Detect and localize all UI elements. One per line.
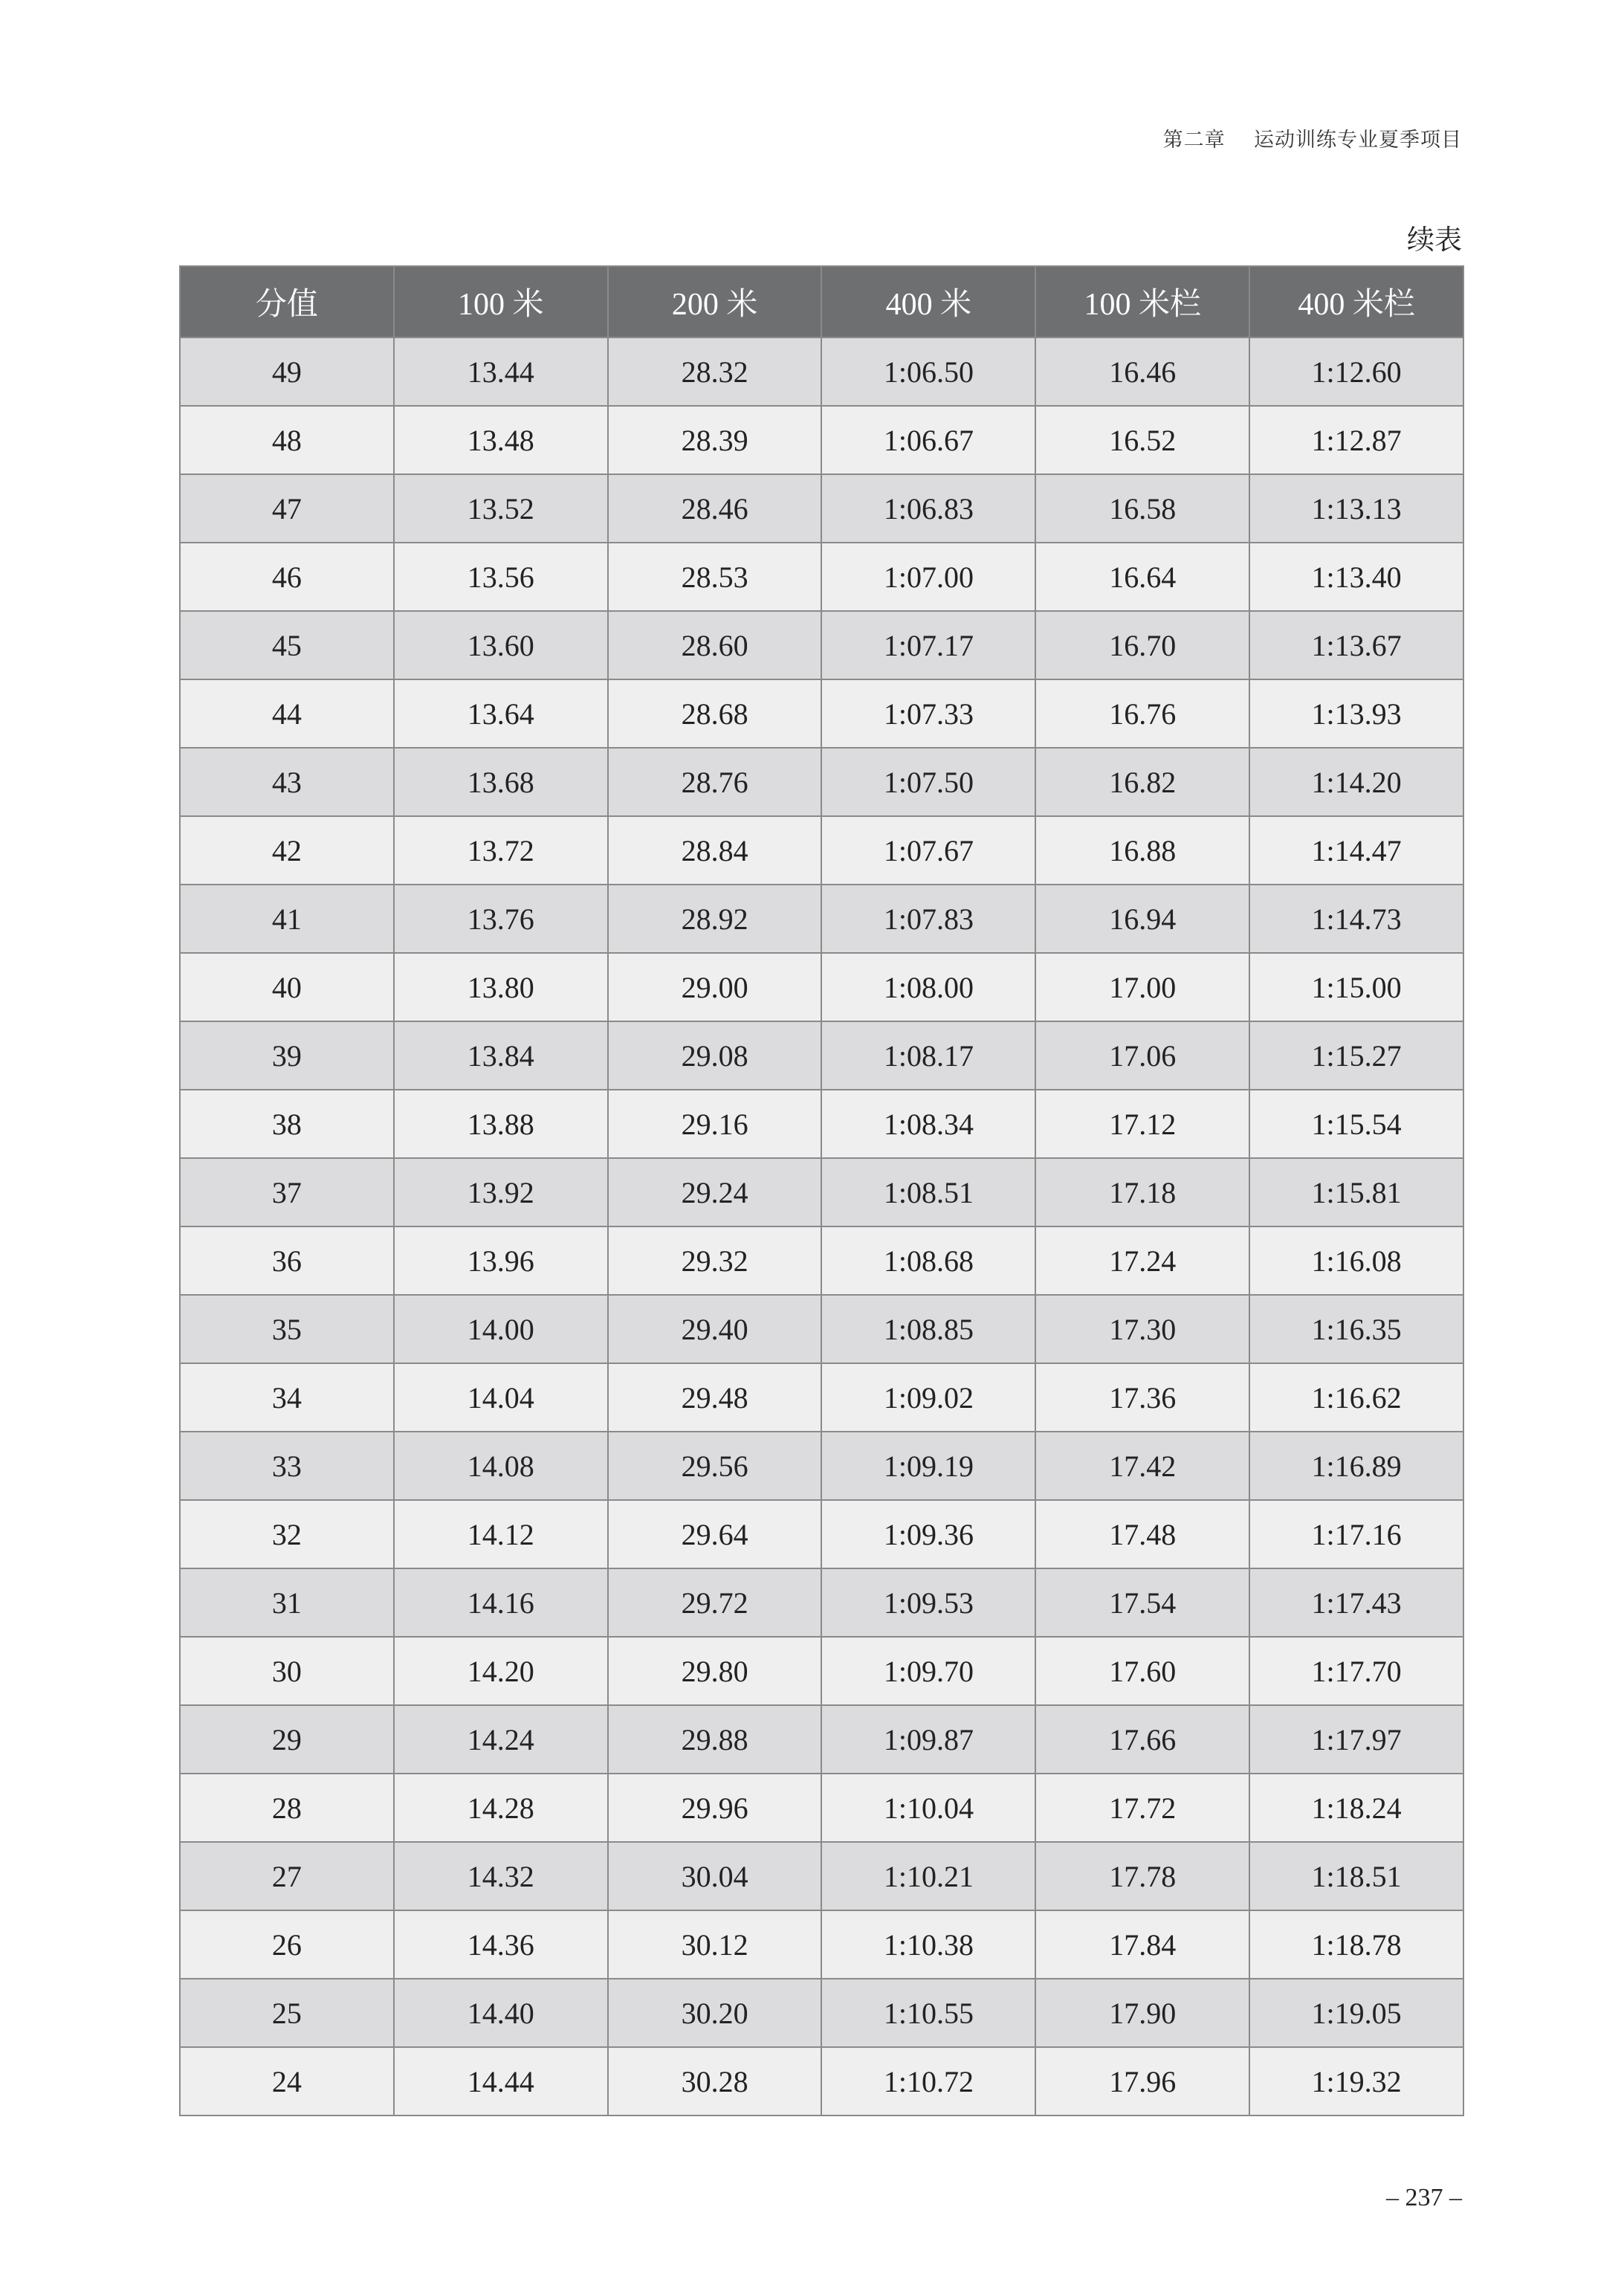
time-100m-cell: 13.68 xyxy=(394,748,608,816)
time-400m-hurdles-cell: 1:14.20 xyxy=(1249,748,1463,816)
time-100m-cell: 14.24 xyxy=(394,1705,608,1774)
time-100m-hurdles-cell: 17.54 xyxy=(1035,1568,1249,1637)
table-row xyxy=(180,885,1463,953)
time-400m-cell: 1:09.36 xyxy=(821,1500,1035,1568)
column-header-100m-hurdles: 100 米栏 xyxy=(1035,266,1249,337)
time-100m-cell: 14.00 xyxy=(394,1295,608,1363)
header-row xyxy=(180,266,1463,337)
table-row xyxy=(180,1705,1463,1774)
time-200m-cell: 29.40 xyxy=(608,1295,822,1363)
time-400m-hurdles-cell: 1:19.32 xyxy=(1249,2047,1463,2115)
time-100m-cell: 14.20 xyxy=(394,1637,608,1705)
time-400m-cell: 1:09.53 xyxy=(821,1568,1035,1637)
time-200m-cell: 28.53 xyxy=(608,543,822,611)
score-cell: 30 xyxy=(180,1637,394,1705)
time-100m-hurdles-cell: 17.72 xyxy=(1035,1774,1249,1842)
time-100m-cell: 14.08 xyxy=(394,1432,608,1500)
score-cell: 28 xyxy=(180,1774,394,1842)
time-400m-hurdles-cell: 1:15.81 xyxy=(1249,1158,1463,1226)
table-row xyxy=(180,953,1463,1021)
time-400m-hurdles-cell: 1:12.87 xyxy=(1249,406,1463,474)
time-100m-hurdles-cell: 16.88 xyxy=(1035,816,1249,885)
table-row xyxy=(180,406,1463,474)
time-400m-cell: 1:10.38 xyxy=(821,1910,1035,1979)
table-row xyxy=(180,611,1463,679)
time-100m-cell: 14.12 xyxy=(394,1500,608,1568)
score-cell: 45 xyxy=(180,611,394,679)
time-400m-hurdles-cell: 1:13.93 xyxy=(1249,679,1463,748)
time-400m-hurdles-cell: 1:18.78 xyxy=(1249,1910,1463,1979)
time-200m-cell: 30.04 xyxy=(608,1842,822,1910)
time-400m-cell: 1:10.04 xyxy=(821,1774,1035,1842)
time-100m-hurdles-cell: 17.78 xyxy=(1035,1842,1249,1910)
time-400m-cell: 1:08.00 xyxy=(821,953,1035,1021)
time-400m-cell: 1:08.68 xyxy=(821,1226,1035,1295)
table-row xyxy=(180,1226,1463,1295)
time-100m-hurdles-cell: 17.12 xyxy=(1035,1090,1249,1158)
score-cell: 33 xyxy=(180,1432,394,1500)
time-400m-cell: 1:07.83 xyxy=(821,885,1035,953)
time-400m-cell: 1:07.33 xyxy=(821,679,1035,748)
time-400m-hurdles-cell: 1:17.16 xyxy=(1249,1500,1463,1568)
time-200m-cell: 29.72 xyxy=(608,1568,822,1637)
table-row xyxy=(180,543,1463,611)
time-100m-cell: 14.44 xyxy=(394,2047,608,2115)
column-header-score: 分值 xyxy=(180,266,394,337)
time-200m-cell: 29.16 xyxy=(608,1090,822,1158)
time-100m-hurdles-cell: 16.94 xyxy=(1035,885,1249,953)
time-200m-cell: 28.68 xyxy=(608,679,822,748)
time-100m-hurdles-cell: 16.46 xyxy=(1035,337,1249,406)
time-400m-cell: 1:07.17 xyxy=(821,611,1035,679)
time-200m-cell: 30.12 xyxy=(608,1910,822,1979)
time-400m-hurdles-cell: 1:19.05 xyxy=(1249,1979,1463,2047)
score-cell: 42 xyxy=(180,816,394,885)
table-row xyxy=(180,1910,1463,1979)
time-200m-cell: 28.92 xyxy=(608,885,822,953)
time-100m-cell: 13.56 xyxy=(394,543,608,611)
time-100m-hurdles-cell: 17.30 xyxy=(1035,1295,1249,1363)
time-400m-hurdles-cell: 1:16.35 xyxy=(1249,1295,1463,1363)
score-cell: 26 xyxy=(180,1910,394,1979)
score-cell: 38 xyxy=(180,1090,394,1158)
score-cell: 49 xyxy=(180,337,394,406)
time-100m-hurdles-cell: 16.58 xyxy=(1035,474,1249,543)
score-cell: 24 xyxy=(180,2047,394,2115)
score-cell: 48 xyxy=(180,406,394,474)
time-200m-cell: 30.28 xyxy=(608,2047,822,2115)
time-100m-hurdles-cell: 17.48 xyxy=(1035,1500,1249,1568)
time-200m-cell: 28.39 xyxy=(608,406,822,474)
time-100m-hurdles-cell: 17.00 xyxy=(1035,953,1249,1021)
score-cell: 46 xyxy=(180,543,394,611)
score-cell: 35 xyxy=(180,1295,394,1363)
time-400m-cell: 1:07.50 xyxy=(821,748,1035,816)
time-400m-cell: 1:07.67 xyxy=(821,816,1035,885)
table-row xyxy=(180,1158,1463,1226)
table-row xyxy=(180,1842,1463,1910)
time-100m-cell: 14.36 xyxy=(394,1910,608,1979)
time-400m-hurdles-cell: 1:16.89 xyxy=(1249,1432,1463,1500)
time-400m-cell: 1:10.55 xyxy=(821,1979,1035,2047)
score-cell: 41 xyxy=(180,885,394,953)
time-200m-cell: 29.56 xyxy=(608,1432,822,1500)
time-400m-hurdles-cell: 1:17.97 xyxy=(1249,1705,1463,1774)
time-200m-cell: 29.32 xyxy=(608,1226,822,1295)
time-400m-cell: 1:10.21 xyxy=(821,1842,1035,1910)
score-cell: 25 xyxy=(180,1979,394,2047)
score-table xyxy=(179,265,1464,2116)
table-row xyxy=(180,1021,1463,1090)
time-400m-hurdles-cell: 1:13.67 xyxy=(1249,611,1463,679)
time-200m-cell: 29.88 xyxy=(608,1705,822,1774)
time-200m-cell: 28.46 xyxy=(608,474,822,543)
time-400m-hurdles-cell: 1:15.27 xyxy=(1249,1021,1463,1090)
time-400m-hurdles-cell: 1:14.73 xyxy=(1249,885,1463,953)
column-header-400m-hurdles: 400 米栏 xyxy=(1249,266,1463,337)
table-row xyxy=(180,337,1463,406)
time-400m-hurdles-cell: 1:16.62 xyxy=(1249,1363,1463,1432)
time-200m-cell: 29.24 xyxy=(608,1158,822,1226)
table-row xyxy=(180,1363,1463,1432)
time-400m-cell: 1:08.51 xyxy=(821,1158,1035,1226)
score-cell: 29 xyxy=(180,1705,394,1774)
time-400m-hurdles-cell: 1:15.54 xyxy=(1249,1090,1463,1158)
time-400m-hurdles-cell: 1:18.51 xyxy=(1249,1842,1463,1910)
score-cell: 36 xyxy=(180,1226,394,1295)
time-100m-hurdles-cell: 16.76 xyxy=(1035,679,1249,748)
score-cell: 34 xyxy=(180,1363,394,1432)
table-row xyxy=(180,474,1463,543)
time-400m-cell: 1:08.17 xyxy=(821,1021,1035,1090)
time-100m-cell: 13.80 xyxy=(394,953,608,1021)
running-header: 第二章 运动训练专业夏季项目 xyxy=(1162,129,1462,152)
time-400m-cell: 1:06.50 xyxy=(821,337,1035,406)
time-100m-cell: 13.52 xyxy=(394,474,608,543)
time-200m-cell: 29.00 xyxy=(608,953,822,1021)
time-200m-cell: 28.32 xyxy=(608,337,822,406)
table-row xyxy=(180,1568,1463,1637)
time-400m-cell: 1:06.67 xyxy=(821,406,1035,474)
time-400m-hurdles-cell: 1:12.60 xyxy=(1249,337,1463,406)
time-400m-cell: 1:09.02 xyxy=(821,1363,1035,1432)
time-100m-hurdles-cell: 16.70 xyxy=(1035,611,1249,679)
table-row xyxy=(180,1774,1463,1842)
time-100m-cell: 13.96 xyxy=(394,1226,608,1295)
time-100m-hurdles-cell: 17.60 xyxy=(1035,1637,1249,1705)
time-200m-cell: 29.08 xyxy=(608,1021,822,1090)
time-100m-cell: 13.60 xyxy=(394,611,608,679)
table-header xyxy=(180,266,1463,337)
time-400m-cell: 1:06.83 xyxy=(821,474,1035,543)
column-header-100m: 100 米 xyxy=(394,266,608,337)
time-100m-hurdles-cell: 16.64 xyxy=(1035,543,1249,611)
score-cell: 27 xyxy=(180,1842,394,1910)
time-100m-cell: 13.72 xyxy=(394,816,608,885)
score-cell: 32 xyxy=(180,1500,394,1568)
time-400m-cell: 1:08.85 xyxy=(821,1295,1035,1363)
time-200m-cell: 28.76 xyxy=(608,748,822,816)
time-400m-hurdles-cell: 1:13.13 xyxy=(1249,474,1463,543)
time-100m-cell: 14.40 xyxy=(394,1979,608,2047)
score-cell: 39 xyxy=(180,1021,394,1090)
table-row xyxy=(180,1090,1463,1158)
table-row xyxy=(180,1500,1463,1568)
time-400m-hurdles-cell: 1:17.43 xyxy=(1249,1568,1463,1637)
time-400m-cell: 1:09.87 xyxy=(821,1705,1035,1774)
time-400m-cell: 1:09.19 xyxy=(821,1432,1035,1500)
time-100m-hurdles-cell: 17.84 xyxy=(1035,1910,1249,1979)
time-400m-hurdles-cell: 1:16.08 xyxy=(1249,1226,1463,1295)
time-200m-cell: 29.80 xyxy=(608,1637,822,1705)
time-100m-cell: 13.76 xyxy=(394,885,608,953)
time-400m-hurdles-cell: 1:15.00 xyxy=(1249,953,1463,1021)
table-row xyxy=(180,748,1463,816)
table-row xyxy=(180,1295,1463,1363)
time-100m-cell: 14.28 xyxy=(394,1774,608,1842)
time-100m-hurdles-cell: 17.36 xyxy=(1035,1363,1249,1432)
score-cell: 43 xyxy=(180,748,394,816)
time-200m-cell: 29.96 xyxy=(608,1774,822,1842)
time-100m-hurdles-cell: 17.24 xyxy=(1035,1226,1249,1295)
table-row xyxy=(180,679,1463,748)
time-200m-cell: 29.64 xyxy=(608,1500,822,1568)
time-100m-cell: 14.04 xyxy=(394,1363,608,1432)
time-100m-cell: 13.48 xyxy=(394,406,608,474)
time-100m-hurdles-cell: 17.96 xyxy=(1035,2047,1249,2115)
time-100m-hurdles-cell: 17.66 xyxy=(1035,1705,1249,1774)
time-100m-hurdles-cell: 17.90 xyxy=(1035,1979,1249,2047)
table-row xyxy=(180,1432,1463,1500)
table-row xyxy=(180,2047,1463,2115)
time-400m-hurdles-cell: 1:17.70 xyxy=(1249,1637,1463,1705)
score-cell: 47 xyxy=(180,474,394,543)
time-400m-cell: 1:09.70 xyxy=(821,1637,1035,1705)
time-100m-cell: 14.16 xyxy=(394,1568,608,1637)
time-400m-cell: 1:10.72 xyxy=(821,2047,1035,2115)
time-100m-hurdles-cell: 17.42 xyxy=(1035,1432,1249,1500)
score-cell: 40 xyxy=(180,953,394,1021)
time-100m-cell: 13.92 xyxy=(394,1158,608,1226)
time-100m-cell: 13.84 xyxy=(394,1021,608,1090)
time-200m-cell: 30.20 xyxy=(608,1979,822,2047)
time-400m-hurdles-cell: 1:14.47 xyxy=(1249,816,1463,885)
score-cell: 37 xyxy=(180,1158,394,1226)
time-400m-hurdles-cell: 1:18.24 xyxy=(1249,1774,1463,1842)
page-number: – 237 – xyxy=(1386,2184,1462,2211)
score-cell: 31 xyxy=(180,1568,394,1637)
table-row xyxy=(180,1637,1463,1705)
time-100m-hurdles-cell: 16.82 xyxy=(1035,748,1249,816)
time-100m-hurdles-cell: 17.18 xyxy=(1035,1158,1249,1226)
time-400m-cell: 1:07.00 xyxy=(821,543,1035,611)
time-200m-cell: 28.84 xyxy=(608,816,822,885)
column-header-400m: 400 米 xyxy=(821,266,1035,337)
time-100m-hurdles-cell: 16.52 xyxy=(1035,406,1249,474)
time-400m-hurdles-cell: 1:13.40 xyxy=(1249,543,1463,611)
time-400m-cell: 1:08.34 xyxy=(821,1090,1035,1158)
table-row xyxy=(180,1979,1463,2047)
time-200m-cell: 29.48 xyxy=(608,1363,822,1432)
score-cell: 44 xyxy=(180,679,394,748)
time-100m-cell: 13.44 xyxy=(394,337,608,406)
time-100m-cell: 13.64 xyxy=(394,679,608,748)
time-100m-cell: 13.88 xyxy=(394,1090,608,1158)
column-header-200m: 200 米 xyxy=(608,266,822,337)
table-caption: 续表 xyxy=(1407,224,1462,256)
time-100m-hurdles-cell: 17.06 xyxy=(1035,1021,1249,1090)
table-row xyxy=(180,816,1463,885)
time-100m-cell: 14.32 xyxy=(394,1842,608,1910)
time-200m-cell: 28.60 xyxy=(608,611,822,679)
table-body xyxy=(180,337,1463,2115)
